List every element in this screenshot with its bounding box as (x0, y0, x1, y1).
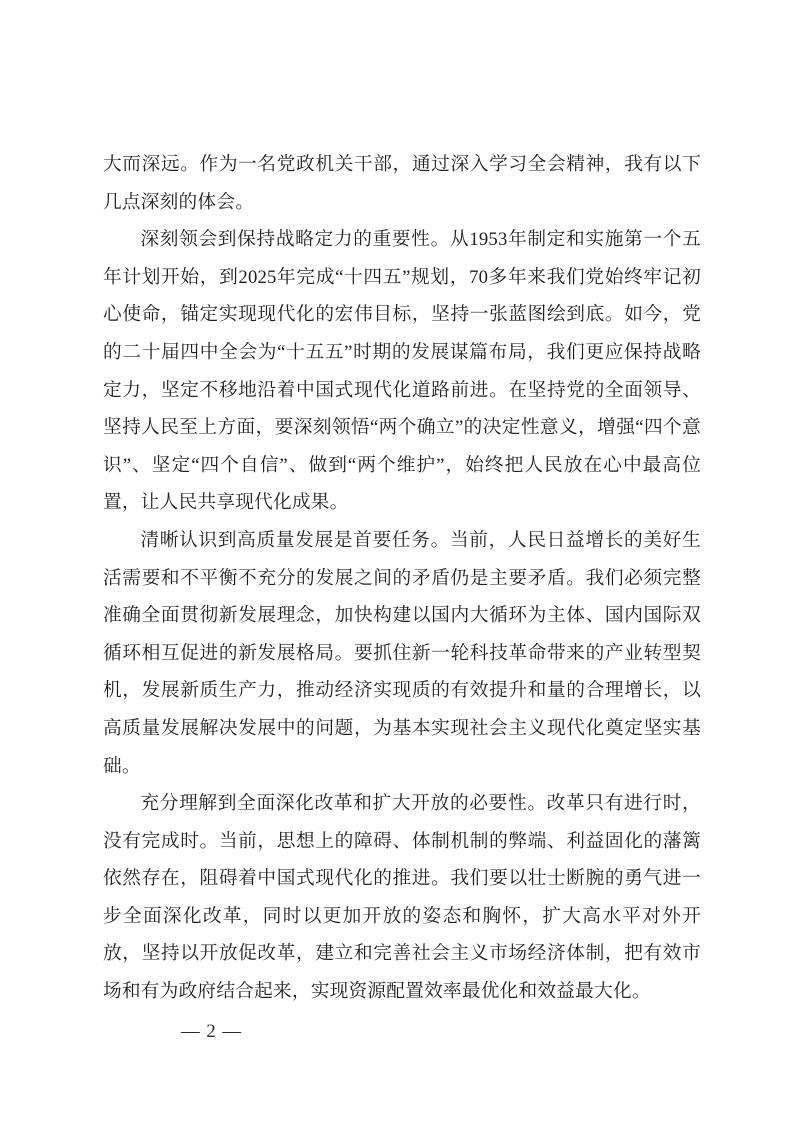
document-body (103, 146, 701, 1011)
paragraph-continuation: 大而深远。作为一名党政机关干部，通过深入学习全会精神，我有以下几点深刻的体会。 (103, 154, 701, 213)
page-number: — 2 — (181, 1021, 243, 1042)
paragraph-high-quality-development: 清晰认识到高质量发展是首要任务。当前，人民日益增长的美好生活需要和不平衡不充分的发展之间的矛盾仍是主要矛盾。我们必须完整准确全面贯彻新发展理念，加快构建以国内大循环为主体、国内国际双循环相互促进的新发展格局。要抓住新一轮科技革命带来的产业转型契机，发展新质生产力，推动经济实现质的有效提升和量的合理增长，以高质量发展解决发展中的问题，为基本实现社会主义现代化奠定坚实基础。 (103, 529, 701, 777)
paragraph-strategic-resolve: 深刻领会到保持战略定力的重要性。从1953年制定和实施第一个五年计划开始，到2025年完成“十四五”规划，70多年来我们党始终牢记初心使命，锚定实现现代化的宏伟目标，坚持一张蓝图绘到底。如今，党的二十届四中全会为“十五五”时期的发展谋篇布局，我们更应保持战略定力，坚定不移地沿着中国式现代化道路前进。在坚持党的全面领导、坚持人民至上方面，要深刻领悟“两个确立”的决定性意义，增强“四个意识”、坚定“四个自信”、做到“两个维护”，始终把人民放在心中最高位置，让人民共享现代化成果。 (103, 229, 701, 514)
paragraph-reform-and-opening: 充分理解到全面深化改革和扩大开放的必要性。改革只有进行时，没有完成时。当前，思想上的障碍、体制机制的弊端、利益固化的藩篱依然存在，阻碍着中国式现代化的推进。我们要以壮士断腕的勇气进一步全面深化改革，同时以更加开放的姿态和胸怀，扩大高水平对外开放，坚持以开放促改革，建立和完善社会主义市场经济体制，把有效市场和有为政府结合起来，实现资源配置效率最优化和效益最大化。 (103, 793, 701, 1003)
